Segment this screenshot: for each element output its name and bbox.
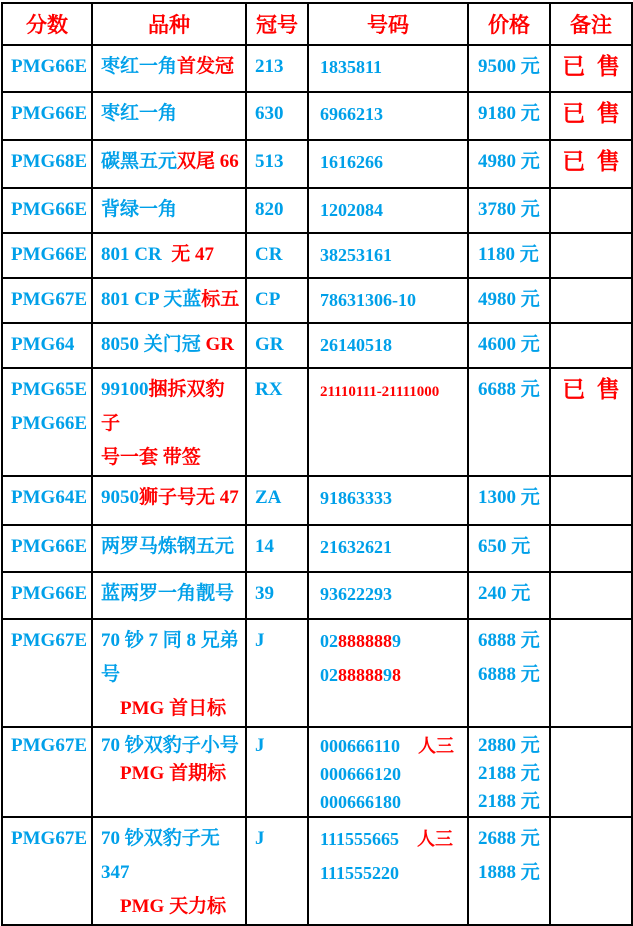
value-text: 2188 元	[478, 763, 540, 784]
cell-line	[478, 624, 547, 658]
number-cell	[308, 188, 468, 233]
cell-line	[255, 238, 305, 272]
highlight-text: GR	[205, 334, 235, 355]
cell-line	[478, 193, 547, 227]
variety-cell	[92, 323, 246, 368]
number-cell	[308, 525, 468, 572]
header-row	[2, 3, 632, 45]
variety-cell	[92, 45, 246, 92]
cell-line	[478, 658, 547, 692]
cell-line	[478, 530, 547, 564]
variety-cell	[92, 817, 246, 925]
value-text: 9	[392, 631, 401, 651]
cell-line	[101, 530, 243, 564]
value-text: 70 钞 7 同 8 兄弟号	[101, 630, 239, 685]
number-cell	[308, 323, 468, 368]
variety-cell	[92, 92, 246, 140]
table-row	[2, 525, 632, 572]
cell-line	[11, 624, 89, 658]
cell-line	[101, 822, 243, 890]
value-text: 4600 元	[478, 334, 540, 355]
cell-line	[255, 624, 305, 658]
prefix-cell	[246, 45, 308, 92]
cell-line	[478, 373, 547, 407]
price-cell	[468, 188, 550, 233]
cell-line	[11, 97, 89, 131]
value-text: 213	[255, 56, 284, 77]
highlight-text: PMG 天力标	[101, 896, 227, 917]
note-cell	[550, 323, 632, 368]
table-row	[2, 817, 632, 925]
note-cell	[550, 727, 632, 817]
value-text: 背绿一角	[101, 199, 178, 220]
value-text: 39	[255, 583, 274, 604]
table-row	[2, 619, 632, 727]
variety-cell	[92, 368, 246, 476]
value-text: 14	[255, 536, 274, 557]
price-cell	[468, 476, 550, 525]
cell-line	[11, 145, 89, 179]
cell-line	[255, 481, 305, 515]
cell-line	[255, 193, 305, 227]
price-cell	[468, 727, 550, 817]
table-row	[2, 572, 632, 619]
table-row	[2, 278, 632, 323]
price-cell	[468, 572, 550, 619]
note-cell	[550, 188, 632, 233]
cell-line	[255, 732, 305, 760]
cell-line	[320, 732, 465, 760]
value-text: 6888 元	[478, 664, 540, 685]
cell-line	[101, 577, 243, 611]
table-header	[2, 3, 632, 45]
cell-line	[320, 760, 465, 788]
value-text: 93622293	[320, 584, 392, 604]
cell-line	[101, 193, 243, 227]
cell-line	[478, 856, 547, 890]
cell-line	[320, 373, 465, 409]
number-cell	[308, 619, 468, 727]
value-text: 2688 元	[478, 828, 540, 849]
prefix-cell	[246, 140, 308, 188]
value-text: 1888 元	[478, 862, 540, 883]
price-cell	[468, 92, 550, 140]
cell-line	[478, 732, 547, 760]
prefix-cell	[246, 476, 308, 525]
note-cell	[550, 572, 632, 619]
score-cell	[2, 368, 92, 476]
cell-line	[478, 50, 547, 84]
value-text: PMG68E	[11, 151, 87, 172]
value-text: 240 元	[478, 583, 531, 604]
value-text: 枣红一角	[101, 103, 178, 124]
cell-line	[101, 50, 243, 84]
number-cell	[308, 727, 468, 817]
variety-cell	[92, 619, 246, 727]
table-row	[2, 188, 632, 233]
cell-line	[11, 373, 89, 407]
cell-line	[101, 624, 243, 692]
cell-line	[478, 97, 547, 131]
score-cell	[2, 92, 92, 140]
value-text: PMG66E	[11, 536, 87, 557]
highlight-text: 双尾 66	[177, 151, 239, 172]
cell-line	[320, 822, 465, 856]
value-text: 9	[383, 665, 392, 685]
cell-line	[255, 50, 305, 84]
column-header-variety: 品种	[92, 3, 246, 45]
prefix-cell	[246, 188, 308, 233]
score-cell	[2, 278, 92, 323]
value-text: 4980 元	[478, 289, 540, 310]
highlight-text: 88888	[338, 665, 383, 685]
score-cell	[2, 525, 92, 572]
price-cell	[468, 45, 550, 92]
value-text: 000666180	[320, 792, 401, 812]
cell-line	[255, 822, 305, 856]
column-header-number: 号码	[308, 3, 468, 45]
table-body	[2, 45, 632, 925]
cell-line	[11, 481, 89, 515]
value-text: 1616266	[320, 152, 383, 172]
value-text: 111555665	[320, 829, 400, 849]
cell-line	[478, 577, 547, 611]
score-cell	[2, 323, 92, 368]
note-cell	[550, 619, 632, 727]
value-text: J	[255, 630, 265, 651]
note-cell	[550, 525, 632, 572]
score-cell	[2, 188, 92, 233]
variety-cell	[92, 278, 246, 323]
cell-line	[478, 788, 547, 816]
value-text: 6688 元	[478, 379, 540, 400]
value-text: 02	[320, 631, 338, 651]
number-cell	[308, 476, 468, 525]
value-text: PMG65E	[11, 379, 87, 400]
price-cell	[468, 619, 550, 727]
cell-line	[11, 50, 89, 84]
sold-badge: 已 售	[562, 149, 620, 174]
cell-line	[255, 145, 305, 179]
cell-line	[320, 481, 465, 515]
score-cell	[2, 727, 92, 817]
cell-line	[478, 481, 547, 515]
table-row	[2, 323, 632, 368]
value-text: 000666110	[320, 736, 401, 756]
value-text: PMG64	[11, 334, 75, 355]
value-text: CR	[255, 244, 283, 265]
score-cell	[2, 233, 92, 278]
cell-line	[478, 328, 547, 362]
variety-cell	[92, 233, 246, 278]
cell-line	[101, 283, 243, 317]
cell-line	[101, 238, 243, 272]
variety-cell	[92, 476, 246, 525]
value-text: PMG66E	[11, 103, 87, 124]
highlight-text: 人三	[399, 829, 454, 849]
note-cell	[550, 278, 632, 323]
value-text: ZA	[255, 487, 282, 508]
note-cell	[550, 233, 632, 278]
value-text: 111555220	[320, 863, 400, 883]
cell-line	[478, 822, 547, 856]
highlight-text: 狮子号无 47	[139, 487, 239, 508]
table-row	[2, 727, 632, 817]
variety-cell	[92, 572, 246, 619]
cell-line	[11, 193, 89, 227]
variety-cell	[92, 188, 246, 233]
cell-line	[11, 328, 89, 362]
value-text: PMG67E	[11, 289, 87, 310]
cell-line	[320, 283, 465, 317]
cell-line	[320, 238, 465, 272]
cell-line	[255, 97, 305, 131]
value-text: 21632621	[320, 537, 392, 557]
value-text: 蓝两罗一角靓号	[101, 583, 235, 604]
cell-line	[320, 97, 465, 131]
value-text: 820	[255, 199, 284, 220]
column-header-score: 分数	[2, 3, 92, 45]
number-cell	[308, 278, 468, 323]
prefix-cell	[246, 727, 308, 817]
cell-line	[320, 328, 465, 362]
variety-cell	[92, 727, 246, 817]
cell-line	[11, 822, 89, 856]
value-text: PMG66E	[11, 199, 87, 220]
value-text: 630	[255, 103, 284, 124]
value-text: PMG64E	[11, 487, 87, 508]
cell-line	[320, 50, 465, 84]
highlight-text: 号一套 带签	[101, 447, 201, 468]
highlight-text: PMG 首日标	[101, 698, 227, 719]
cell-line	[320, 624, 465, 658]
value-text: RX	[255, 379, 283, 400]
value-text: 70 钞双豹子小号	[101, 735, 239, 756]
value-text: 02	[320, 665, 338, 685]
variety-cell	[92, 525, 246, 572]
sold-badge: 已 售	[562, 54, 620, 79]
price-cell	[468, 817, 550, 925]
value-text: GR	[255, 334, 284, 355]
number-cell	[308, 817, 468, 925]
score-cell	[2, 140, 92, 188]
value-text: 碳黑五元	[101, 151, 178, 172]
value-text: 3780 元	[478, 199, 540, 220]
highlight-text: PMG 首期标	[101, 763, 227, 784]
note-cell	[550, 140, 632, 188]
price-cell	[468, 233, 550, 278]
cell-line	[255, 577, 305, 611]
sold-badge: 已 售	[562, 377, 620, 402]
price-cell	[468, 323, 550, 368]
value-text: 9050	[101, 487, 139, 508]
cell-line	[11, 407, 89, 441]
cell-line	[101, 373, 243, 441]
cell-line	[320, 145, 465, 179]
note-cell	[550, 476, 632, 525]
cell-line	[320, 856, 465, 890]
cell-line	[11, 530, 89, 564]
score-cell	[2, 619, 92, 727]
note-cell	[550, 92, 632, 140]
variety-cell	[92, 140, 246, 188]
cell-line	[320, 577, 465, 611]
value-text: PMG66E	[11, 244, 87, 265]
value-text: 1202084	[320, 200, 383, 220]
cell-line	[320, 658, 465, 692]
cell-line	[255, 283, 305, 317]
value-text: 70 钞双豹子无 347	[101, 828, 225, 883]
prefix-cell	[246, 92, 308, 140]
value-text: 91863333	[320, 488, 392, 508]
cell-line	[101, 328, 243, 362]
value-text: 1180 元	[478, 244, 539, 265]
value-text: 枣红一角	[101, 56, 178, 77]
prefix-cell	[246, 233, 308, 278]
table-row	[2, 233, 632, 278]
value-text: J	[255, 735, 265, 756]
highlight-text: 8	[392, 665, 401, 685]
cell-line	[255, 328, 305, 362]
cell-line	[478, 283, 547, 317]
number-cell	[308, 233, 468, 278]
price-cell	[468, 368, 550, 476]
cell-line	[11, 283, 89, 317]
prefix-cell	[246, 278, 308, 323]
value-text: PMG66E	[11, 56, 87, 77]
cell-line	[11, 238, 89, 272]
value-text: 78631306-10	[320, 290, 416, 310]
prefix-cell	[246, 525, 308, 572]
prefix-cell	[246, 368, 308, 476]
value-text: 513	[255, 151, 284, 172]
sold-badge: 已 售	[562, 101, 620, 126]
number-cell	[308, 140, 468, 188]
document-page	[0, 2, 633, 917]
cell-line	[101, 890, 243, 924]
banknote-price-table	[1, 2, 633, 926]
cell-line	[101, 692, 243, 726]
number-cell	[308, 368, 468, 476]
value-text: 6888 元	[478, 630, 540, 651]
value-text: 8050 关门冠	[101, 334, 206, 355]
note-cell	[550, 817, 632, 925]
value-text: CP	[255, 289, 281, 310]
prefix-cell	[246, 817, 308, 925]
value-text: 1835811	[320, 57, 383, 77]
highlight-text: 首发冠	[177, 56, 235, 77]
value-text: 2880 元	[478, 735, 540, 756]
note-cell	[550, 368, 632, 476]
cell-line	[320, 193, 465, 227]
highlight-text: 捆拆双豹子	[101, 379, 225, 434]
table-row	[2, 45, 632, 92]
prefix-cell	[246, 572, 308, 619]
column-header-price: 价格	[468, 3, 550, 45]
value-text: PMG67E	[11, 828, 87, 849]
cell-line	[101, 481, 243, 515]
cell-line	[255, 530, 305, 564]
table-row	[2, 92, 632, 140]
value-text: J	[255, 828, 265, 849]
column-header-note: 备注	[550, 3, 632, 45]
value-text: PMG67E	[11, 735, 87, 756]
value-text: 801 CR	[101, 244, 162, 265]
value-text: PMG67E	[11, 630, 87, 651]
highlight-text: 标五	[201, 289, 240, 310]
table-row	[2, 368, 632, 476]
score-cell	[2, 572, 92, 619]
value-text: PMG66E	[11, 583, 87, 604]
score-cell	[2, 45, 92, 92]
highlight-text: 人三	[400, 736, 455, 756]
highlight-text: 21110111-21111000	[320, 384, 440, 400]
highlight-text: 888888	[338, 631, 392, 651]
value-text: 6966213	[320, 104, 383, 124]
value-text: 801 CP 天蓝	[101, 289, 202, 310]
cell-line	[320, 788, 465, 816]
table-row	[2, 140, 632, 188]
score-cell	[2, 817, 92, 925]
table-row	[2, 476, 632, 525]
cell-line	[101, 732, 243, 760]
column-header-prefix: 冠号	[246, 3, 308, 45]
number-cell	[308, 45, 468, 92]
prefix-cell	[246, 619, 308, 727]
value-text: 38253161	[320, 245, 392, 265]
price-cell	[468, 525, 550, 572]
cell-line	[478, 238, 547, 272]
price-cell	[468, 278, 550, 323]
number-cell	[308, 92, 468, 140]
cell-line	[101, 760, 243, 788]
value-text: 2188 元	[478, 791, 540, 812]
cell-line	[11, 732, 89, 760]
value-text: PMG66E	[11, 413, 87, 434]
highlight-text: 无 47	[161, 244, 214, 265]
score-cell	[2, 476, 92, 525]
number-cell	[308, 572, 468, 619]
value-text: 9500 元	[478, 56, 540, 77]
value-text: 26140518	[320, 335, 392, 355]
cell-line	[478, 145, 547, 179]
value-text: 9180 元	[478, 103, 540, 124]
cell-line	[11, 577, 89, 611]
value-text: 000666120	[320, 764, 401, 784]
value-text: 4980 元	[478, 151, 540, 172]
cell-line	[255, 373, 305, 407]
value-text: 650 元	[478, 536, 531, 557]
value-text: 1300 元	[478, 487, 540, 508]
cell-line	[320, 530, 465, 564]
note-cell	[550, 45, 632, 92]
prefix-cell	[246, 323, 308, 368]
cell-line	[101, 97, 243, 131]
value-text: 99100	[101, 379, 149, 400]
value-text: 两罗马炼钢五元	[101, 536, 235, 557]
cell-line	[101, 441, 243, 475]
cell-line	[101, 145, 243, 179]
price-cell	[468, 140, 550, 188]
cell-line	[478, 760, 547, 788]
